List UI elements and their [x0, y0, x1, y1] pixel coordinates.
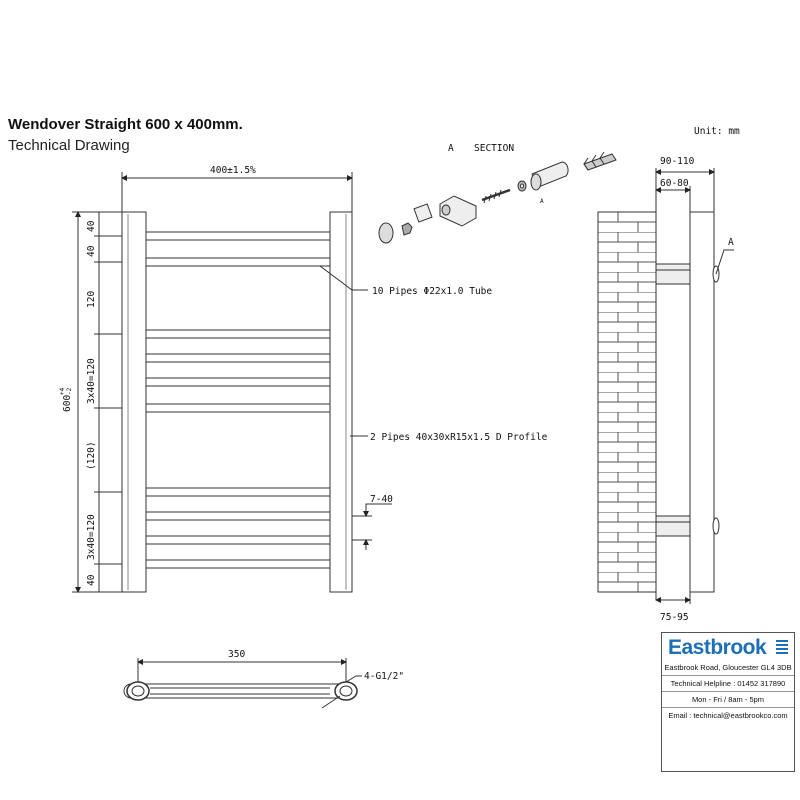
centres-dimension: 350	[228, 649, 246, 660]
dim-bottom-40: 40	[86, 574, 97, 586]
side-dim-outer: 90-110	[660, 156, 695, 167]
cover-cap	[379, 223, 393, 243]
fixing-screw	[482, 190, 510, 200]
drawing-subtitle: Technical Drawing	[8, 137, 130, 154]
side-profile	[690, 212, 714, 592]
dim-top-40a: 40	[86, 220, 97, 232]
height-tol-minus: -2	[66, 387, 73, 395]
dim-gap-120: (120)	[86, 441, 97, 470]
drawing-title: Wendover Straight 600 x 400mm.	[8, 116, 243, 133]
height-tol-plus: +4	[59, 387, 66, 395]
wall-plug	[584, 154, 616, 170]
section-exploded-view	[379, 152, 616, 243]
contact-hours: Mon - Fri / 8am - 5pm	[691, 695, 765, 704]
side-callout-a: A	[728, 237, 734, 248]
dim-lower-bank: 3x40=120	[86, 514, 97, 560]
bottom-profile	[124, 684, 356, 698]
lower-bracket	[656, 516, 690, 536]
dim-top-40b: 40	[86, 245, 97, 257]
height-value: 600	[62, 394, 73, 412]
front-view	[72, 172, 392, 592]
side-view	[598, 168, 734, 604]
left-profile	[122, 212, 146, 592]
gap-dimension: 7-40	[370, 494, 393, 505]
contact-box	[661, 632, 795, 772]
contact-address: Eastbrook Road, Gloucester GL4 3DB	[664, 663, 792, 672]
hex-nut	[414, 204, 432, 222]
pipes-callout: 10 Pipes Φ22x1.0 Tube	[372, 286, 493, 297]
brand-logo: Eastbrook	[668, 636, 767, 659]
dim-upper-120: 120	[86, 290, 97, 308]
right-profile	[330, 212, 352, 592]
section-label: SECTION	[474, 143, 515, 154]
width-dimension: 400±1.5%	[210, 165, 256, 176]
contact-helpline: Technical Helpline : 01452 317890	[670, 679, 786, 688]
unit-label: Unit: mm	[694, 126, 740, 137]
side-dim-bottom: 75-95	[660, 612, 689, 623]
brand-mark-icon	[776, 640, 788, 656]
side-dim-inner: 60-80	[660, 178, 689, 189]
front-pipes	[146, 232, 330, 568]
contact-email[interactable]: Email : technical@eastbrookco.com	[668, 711, 788, 720]
connections-callout: 4-G1/2"	[364, 671, 405, 682]
dim-upper-bank: 3x40=120	[86, 358, 97, 404]
brick-wall	[598, 212, 656, 592]
section-small-letter: A	[540, 198, 544, 205]
overall-height-dimension	[59, 387, 73, 412]
upper-bracket	[656, 264, 690, 284]
grub-screw-icon	[402, 223, 412, 235]
section-letter: A	[448, 143, 454, 154]
left-valve-port	[127, 682, 149, 700]
bottom-view	[124, 658, 362, 708]
profile-callout: 2 Pipes 40x30xR15x1.5 D Profile	[370, 432, 548, 443]
